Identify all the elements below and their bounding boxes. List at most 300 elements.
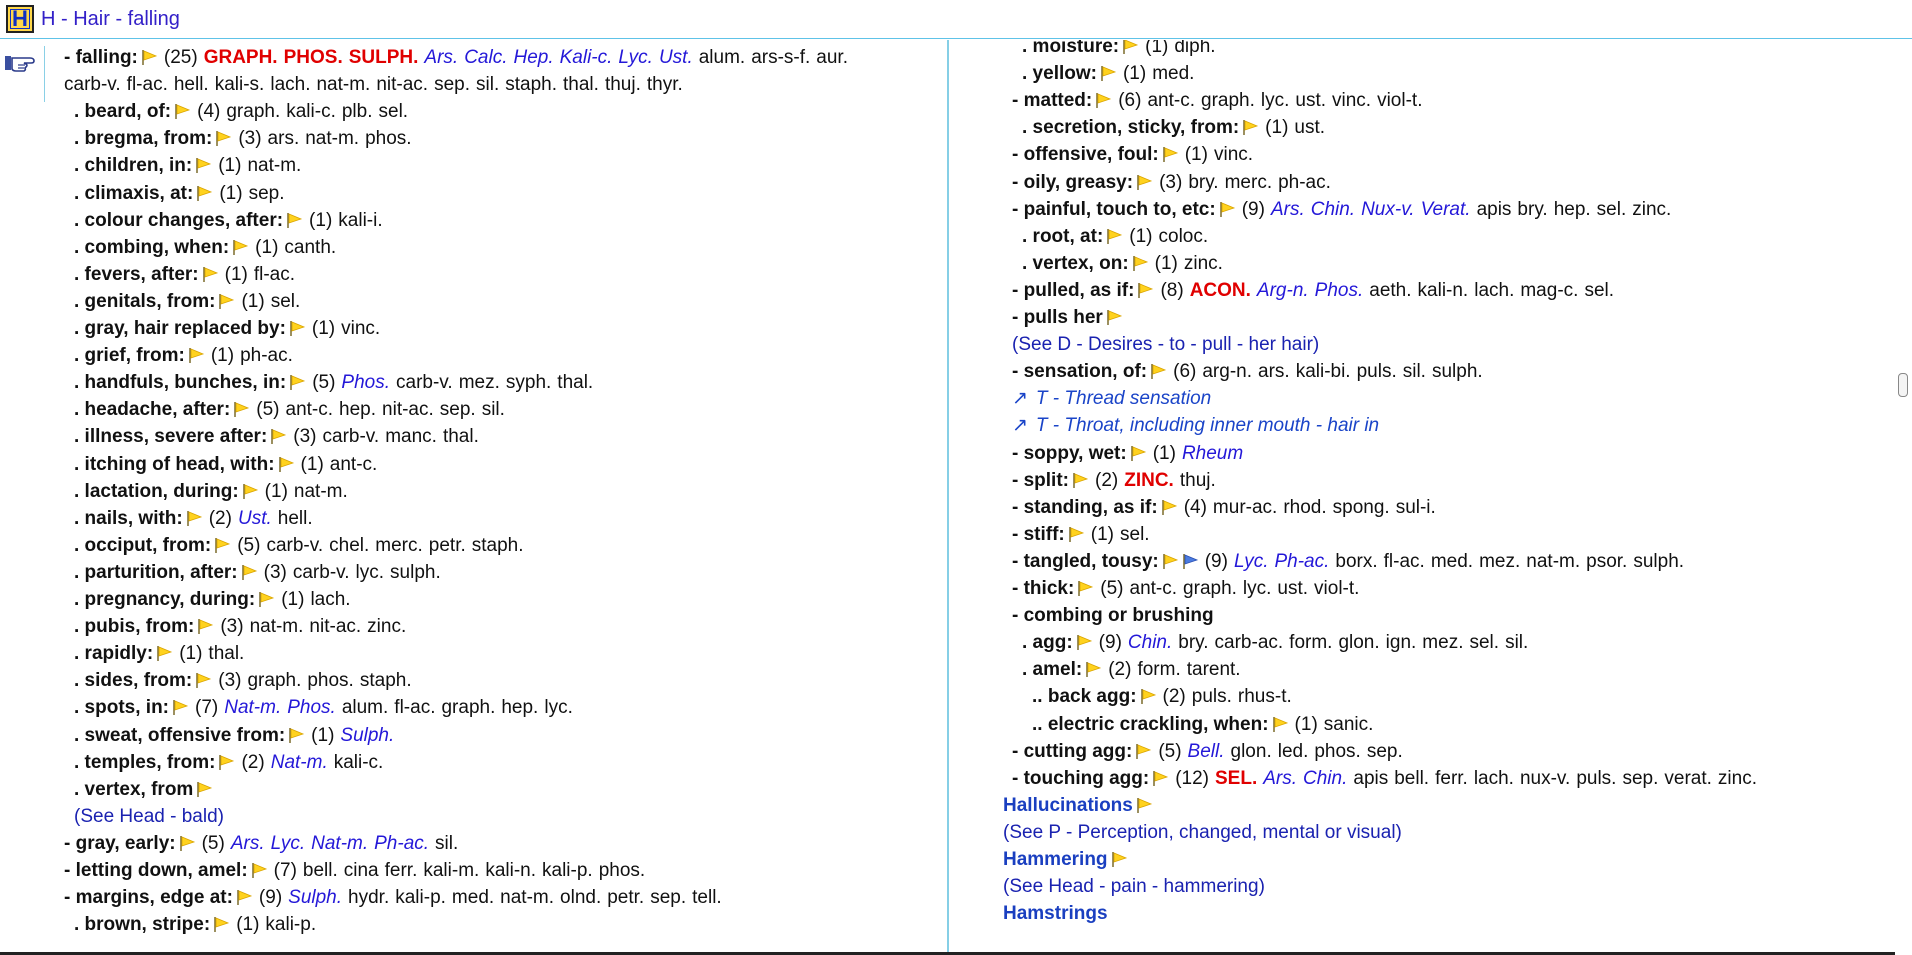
yellow-flag-icon[interactable] xyxy=(1099,64,1117,82)
rubric-label[interactable]: . pubis, from: xyxy=(74,616,195,638)
cross-reference-text[interactable]: (See P - Perception, changed, mental or visual) xyxy=(1003,821,1402,843)
remedy-abbrev[interactable]: tarent. xyxy=(1186,659,1241,681)
remedy-abbrev[interactable]: graph. xyxy=(441,697,496,719)
rubric-line[interactable] xyxy=(74,613,406,640)
yellow-flag-icon[interactable] xyxy=(231,238,249,256)
left-repertory-pane[interactable] xyxy=(0,40,947,955)
remedy-abbrev[interactable]: Ars. xyxy=(1263,767,1298,789)
rubric-line[interactable] xyxy=(64,857,645,884)
remedy-abbrev[interactable]: sel. xyxy=(1469,632,1500,654)
rubric-line[interactable] xyxy=(1022,629,1528,656)
rubric-label[interactable]: . agg: xyxy=(1022,632,1073,654)
heading-label[interactable]: Hallucinations xyxy=(1003,794,1133,816)
remedy-abbrev[interactable]: hell. xyxy=(277,507,313,529)
yellow-flag-icon[interactable] xyxy=(1071,471,1089,489)
remedy-abbrev[interactable]: sel. xyxy=(1596,198,1627,220)
remedy-abbrev[interactable]: mez. xyxy=(1479,550,1521,572)
yellow-flag-icon[interactable] xyxy=(178,834,196,852)
remedy-abbrev[interactable]: kali-p. xyxy=(542,860,593,881)
rubric-label[interactable]: . bregma, from: xyxy=(74,128,213,150)
rubric-line[interactable] xyxy=(74,911,316,938)
remedy-abbrev[interactable]: ph-ac. xyxy=(240,345,293,367)
remedy-abbrev[interactable]: glon. xyxy=(1338,632,1380,654)
yellow-flag-icon[interactable] xyxy=(285,211,303,229)
remedy-abbrev[interactable]: thal. xyxy=(208,643,245,665)
remedy-abbrev[interactable]: aeth. xyxy=(1369,279,1412,301)
yellow-flag-icon[interactable] xyxy=(250,861,268,879)
rubric-label[interactable]: . colour changes, after: xyxy=(74,209,284,231)
rubric-label[interactable]: . occiput, from: xyxy=(74,534,212,556)
yellow-flag-icon[interactable] xyxy=(241,482,259,500)
remedy-abbrev[interactable]: alum. xyxy=(341,697,389,719)
yellow-flag-icon[interactable] xyxy=(1076,579,1094,597)
rubric-line[interactable] xyxy=(74,423,479,450)
rubric-line[interactable] xyxy=(1012,304,1123,331)
remedy-abbrev[interactable]: GRAPH. xyxy=(203,47,278,68)
yellow-flag-icon[interactable] xyxy=(1160,498,1178,516)
remedy-abbrev[interactable]: PHOS. xyxy=(283,47,343,68)
remedy-abbrev[interactable]: hep. xyxy=(339,399,377,421)
remedy-abbrev[interactable]: ars. xyxy=(1258,361,1290,383)
remedy-abbrev[interactable]: thal. xyxy=(557,372,594,394)
remedy-abbrev[interactable]: Phos. xyxy=(287,697,336,719)
rubric-line[interactable] xyxy=(64,44,848,71)
yellow-flag-icon[interactable] xyxy=(1139,687,1157,705)
rubric-label[interactable]: . parturition, after: xyxy=(74,561,238,583)
remedy-abbrev[interactable]: mez. xyxy=(458,372,500,394)
remedy-abbrev[interactable]: carb-v. xyxy=(292,561,350,583)
remedy-abbrev[interactable]: sil. xyxy=(481,399,505,421)
remedy-abbrev[interactable]: glon. xyxy=(1230,740,1272,762)
rubric-label[interactable]: .. back agg: xyxy=(1032,686,1137,708)
yellow-flag-icon[interactable] xyxy=(196,617,214,635)
rubric-label[interactable]: - touching agg: xyxy=(1012,767,1150,789)
rubric-line[interactable] xyxy=(74,640,244,667)
rubric-line[interactable] xyxy=(74,722,394,749)
yellow-flag-icon[interactable] xyxy=(217,292,235,310)
remedy-abbrev[interactable]: nat-m. xyxy=(500,887,555,909)
remedy-abbrev[interactable]: Ust. xyxy=(237,507,272,529)
remedy-abbrev[interactable]: puls. xyxy=(1576,767,1617,789)
yellow-flag-icon[interactable] xyxy=(269,427,287,445)
rubric-heading[interactable] xyxy=(1003,900,1108,927)
yellow-flag-icon[interactable] xyxy=(1161,552,1179,570)
cross-reference-text[interactable]: (See Head - pain - hammering) xyxy=(1003,876,1265,898)
remedy-abbrev[interactable]: zinc. xyxy=(1632,198,1672,220)
remedy-abbrev[interactable]: ust. xyxy=(1295,90,1326,112)
remedy-abbrev[interactable]: ferr. xyxy=(384,860,418,881)
rubric-line[interactable] xyxy=(74,234,336,261)
yellow-flag-icon[interactable] xyxy=(1129,444,1147,462)
yellow-flag-icon[interactable] xyxy=(217,753,235,771)
rubric-line[interactable] xyxy=(1012,494,1436,521)
rubric-label[interactable]: - painful, touch to, etc: xyxy=(1012,198,1216,220)
remedy-abbrev[interactable]: hydr. xyxy=(348,887,390,909)
remedy-abbrev[interactable]: sel. xyxy=(378,101,409,123)
remedy-abbrev[interactable]: med. xyxy=(1152,63,1195,85)
rubric-label[interactable]: . nails, with: xyxy=(74,507,183,529)
rubric-label[interactable]: . secretion, sticky, from: xyxy=(1022,117,1240,139)
remedy-abbrev[interactable]: nat-m. xyxy=(316,74,371,96)
remedy-abbrev[interactable]: Chin. xyxy=(1310,198,1356,220)
yellow-flag-icon[interactable] xyxy=(1084,660,1102,678)
remedy-abbrev[interactable]: Nat-m. xyxy=(224,697,282,719)
related-rubric-link[interactable] xyxy=(1012,412,1379,439)
remedy-abbrev[interactable]: hep. xyxy=(501,697,539,719)
remedy-abbrev[interactable]: kali-bi. xyxy=(1295,361,1351,383)
remedy-abbrev[interactable]: ACON. xyxy=(1189,279,1251,301)
rubric-label[interactable]: . beard, of: xyxy=(74,101,172,123)
remedy-abbrev[interactable]: graph. xyxy=(226,101,281,123)
rubric-line[interactable] xyxy=(1032,711,1373,738)
remedy-abbrev[interactable]: form. xyxy=(1137,659,1181,681)
rubric-heading[interactable] xyxy=(1003,846,1128,873)
remedy-abbrev[interactable]: hell. xyxy=(173,74,209,96)
rubric-label[interactable]: . brown, stripe: xyxy=(74,914,211,936)
remedy-abbrev[interactable]: diph. xyxy=(1174,40,1216,57)
rubric-line[interactable] xyxy=(1012,277,1614,304)
rubric-label[interactable]: - pulled, as if: xyxy=(1012,279,1135,301)
yellow-flag-icon[interactable] xyxy=(1161,145,1179,163)
rubric-line[interactable] xyxy=(1012,575,1359,602)
heading-label[interactable]: Hammering xyxy=(1003,849,1108,870)
remedy-abbrev[interactable]: sul-i. xyxy=(1395,496,1436,518)
rubric-line[interactable] xyxy=(1032,683,1292,710)
yellow-flag-icon[interactable] xyxy=(1121,40,1139,55)
remedy-abbrev[interactable]: bell. xyxy=(302,860,338,881)
remedy-abbrev[interactable]: viol-t. xyxy=(1377,90,1423,112)
right-repertory-pane[interactable] xyxy=(949,40,1895,955)
remedy-abbrev[interactable]: hep. xyxy=(1553,198,1591,220)
rubric-label[interactable]: . climaxis, at: xyxy=(74,182,194,204)
remedy-abbrev[interactable]: kali-i. xyxy=(338,209,383,231)
rubric-line[interactable] xyxy=(1022,250,1223,277)
yellow-flag-icon[interactable] xyxy=(195,780,213,798)
remedy-abbrev[interactable]: carb-v. xyxy=(64,74,121,96)
rubric-label[interactable]: - cutting agg: xyxy=(1012,740,1133,762)
remedy-abbrev[interactable]: ant-c. xyxy=(285,399,334,421)
rubric-label[interactable]: - soppy, wet: xyxy=(1012,442,1127,464)
rubric-line[interactable] xyxy=(1022,656,1241,683)
rubric-line[interactable] xyxy=(74,776,213,803)
yellow-flag-icon[interactable] xyxy=(240,563,258,581)
yellow-flag-icon[interactable] xyxy=(1134,742,1152,760)
yellow-flag-icon[interactable] xyxy=(277,455,295,473)
rubric-label[interactable]: - margins, edge at: xyxy=(64,887,233,909)
cross-reference-text[interactable]: (See Head - bald) xyxy=(74,805,224,827)
yellow-flag-icon[interactable] xyxy=(1136,281,1154,299)
remedy-abbrev[interactable]: mez. xyxy=(1422,632,1464,654)
remedy-abbrev[interactable]: ant-c. xyxy=(329,453,378,475)
remedy-abbrev[interactable]: puls. xyxy=(1356,361,1397,383)
remedy-abbrev[interactable]: SULPH. xyxy=(348,47,419,68)
rubric-label[interactable]: - tangled, tousy: xyxy=(1012,550,1159,572)
remedy-abbrev[interactable]: Calc. xyxy=(464,47,508,68)
rubric-line[interactable] xyxy=(74,288,300,315)
remedy-abbrev[interactable]: Phos. xyxy=(1314,279,1364,301)
remedy-abbrev[interactable]: lyc. xyxy=(1260,90,1290,112)
yellow-flag-icon[interactable] xyxy=(1149,362,1167,380)
remedy-abbrev[interactable]: kali-s. xyxy=(214,74,265,96)
yellow-flag-icon[interactable] xyxy=(173,102,191,120)
rubric-label[interactable]: . itching of head, with: xyxy=(74,453,275,475)
remedy-abbrev[interactable]: graph. xyxy=(1201,90,1255,112)
yellow-flag-icon[interactable] xyxy=(1151,769,1169,787)
remedy-abbrev[interactable]: lach. xyxy=(1473,767,1514,789)
rubric-label[interactable]: - standing, as if: xyxy=(1012,496,1158,518)
remedy-abbrev[interactable]: Ars. xyxy=(1270,198,1305,220)
remedy-abbrev[interactable]: nux-v. xyxy=(1519,767,1571,789)
remedy-abbrev[interactable]: fl-ac. xyxy=(1383,550,1425,572)
rubric-line[interactable] xyxy=(1012,467,1216,494)
remedy-abbrev[interactable]: ant-c. xyxy=(1129,578,1178,599)
remedy-abbrev[interactable]: vinc. xyxy=(341,318,381,339)
remedy-abbrev[interactable]: Sulph. xyxy=(288,887,343,909)
rubric-label[interactable]: . gray, hair replaced by: xyxy=(74,318,286,339)
rubric-heading[interactable] xyxy=(1003,792,1153,819)
remedy-abbrev[interactable]: kali-n. xyxy=(485,860,536,881)
yellow-flag-icon[interactable] xyxy=(201,265,219,283)
remedy-abbrev[interactable]: mag-c. xyxy=(1520,279,1579,301)
remedy-abbrev[interactable]: nit-ac. xyxy=(382,399,434,421)
rubric-line[interactable] xyxy=(1022,60,1194,87)
remedy-abbrev[interactable]: Lyc. xyxy=(1233,550,1269,572)
rubric-label[interactable]: - combing or brushing xyxy=(1012,605,1214,627)
rubric-line[interactable] xyxy=(1012,548,1684,575)
northeast-arrow-icon[interactable]: ↗ xyxy=(1012,415,1028,437)
rubric-label[interactable]: - sensation, of: xyxy=(1012,361,1148,383)
remedy-abbrev[interactable]: Ars. xyxy=(424,47,459,68)
remedy-abbrev[interactable]: ust. xyxy=(1294,117,1326,139)
remedy-abbrev[interactable]: thal. xyxy=(563,74,599,96)
remedy-abbrev[interactable]: zinc. xyxy=(1183,252,1223,274)
yellow-flag-icon[interactable] xyxy=(287,726,305,744)
remedy-abbrev[interactable]: fl-ac. xyxy=(253,263,296,285)
remedy-abbrev[interactable]: ars. xyxy=(267,128,300,150)
remedy-abbrev[interactable]: sep. xyxy=(1622,767,1659,789)
remedy-abbrev[interactable]: psor. xyxy=(1586,550,1628,572)
remedy-abbrev[interactable]: staph. xyxy=(505,74,558,96)
remedy-abbrev[interactable]: nat-m. xyxy=(1526,550,1581,572)
yellow-flag-icon[interactable] xyxy=(185,509,203,527)
yellow-flag-icon[interactable] xyxy=(235,888,253,906)
remedy-abbrev[interactable]: phos. xyxy=(365,128,412,150)
remedy-abbrev[interactable]: carb-v. xyxy=(396,372,453,394)
remedy-abbrev[interactable]: Nux-v. xyxy=(1361,198,1415,220)
remedy-abbrev[interactable]: Lyc. xyxy=(618,47,653,68)
yellow-flag-icon[interactable] xyxy=(257,590,275,608)
remedy-abbrev[interactable]: ph-ac. xyxy=(1278,171,1331,193)
remedy-abbrev[interactable]: phos. xyxy=(598,860,646,881)
rubric-label[interactable]: . grief, from: xyxy=(74,345,185,367)
rubric-line[interactable] xyxy=(1022,114,1325,141)
remedy-abbrev[interactable]: alum. xyxy=(698,47,746,68)
rubric-line[interactable] xyxy=(74,505,313,532)
rubric-label[interactable]: . genitals, from: xyxy=(74,290,216,312)
remedy-abbrev[interactable]: phos. xyxy=(1314,740,1361,762)
remedy-abbrev[interactable]: rhus-t. xyxy=(1237,686,1292,708)
rubric-label[interactable]: .. electric crackling, when: xyxy=(1032,713,1269,735)
remedy-abbrev[interactable]: viol-t. xyxy=(1314,578,1360,599)
yellow-flag-icon[interactable] xyxy=(212,915,230,933)
rubric-label[interactable]: - offensive, foul: xyxy=(1012,144,1159,166)
remedy-abbrev[interactable]: arg-n. xyxy=(1202,361,1252,383)
rubric-line[interactable] xyxy=(1012,521,1150,548)
rubric-line[interactable] xyxy=(74,396,505,423)
remedy-abbrev[interactable]: sep. xyxy=(434,74,471,96)
rubric-label[interactable]: . moisture: xyxy=(1022,40,1120,57)
remedy-abbrev[interactable]: med. xyxy=(1430,550,1474,572)
remedy-abbrev[interactable]: sel. xyxy=(1584,279,1615,301)
yellow-flag-icon[interactable] xyxy=(214,129,232,147)
remedy-abbrev[interactable]: med. xyxy=(451,887,495,909)
rubric-line[interactable] xyxy=(74,694,573,721)
remedy-abbrev[interactable]: sep. xyxy=(1366,740,1403,762)
rubric-label[interactable]: . yellow: xyxy=(1022,63,1097,85)
remedy-abbrev[interactable]: fl-ac. xyxy=(394,697,436,719)
yellow-flag-icon[interactable] xyxy=(288,319,306,337)
remedy-abbrev[interactable]: graph. xyxy=(1183,578,1237,599)
rubric-line[interactable] xyxy=(1012,169,1331,196)
remedy-abbrev[interactable]: merc. xyxy=(1224,171,1273,193)
rubric-label[interactable]: . spots, in: xyxy=(74,697,169,719)
rubric-line[interactable] xyxy=(1012,87,1422,114)
rubric-line[interactable] xyxy=(74,125,412,152)
cross-reference-text[interactable]: (See D - Desires - to - pull - her hair) xyxy=(1012,334,1320,356)
yellow-flag-icon[interactable] xyxy=(171,698,189,716)
remedy-abbrev[interactable]: apis xyxy=(1353,767,1389,789)
rubric-label[interactable]: . children, in: xyxy=(74,155,193,177)
remedy-abbrev[interactable]: vinc. xyxy=(1213,144,1254,166)
rubric-label[interactable]: - pulls her xyxy=(1012,307,1103,328)
remedy-abbrev[interactable]: staph. xyxy=(471,534,524,556)
remedy-abbrev[interactable]: sil. xyxy=(1505,632,1529,654)
remedy-abbrev[interactable]: kali-p. xyxy=(265,914,317,936)
rubric-label[interactable]: . lactation, during: xyxy=(74,480,239,502)
rubric-label[interactable]: - split: xyxy=(1012,469,1069,491)
remedy-abbrev[interactable]: nat-m. xyxy=(293,480,348,502)
rubric-label[interactable]: . handfuls, bunches, in: xyxy=(74,372,287,394)
rubric-line[interactable] xyxy=(64,884,722,911)
rubric-label[interactable]: . pregnancy, during: xyxy=(74,589,256,610)
remedy-abbrev[interactable]: zinc. xyxy=(367,616,407,638)
remedy-abbrev[interactable]: form. xyxy=(1289,632,1333,654)
remedy-abbrev[interactable]: nit-ac. xyxy=(309,616,362,638)
remedy-abbrev[interactable]: sil. xyxy=(435,832,459,854)
rubric-label[interactable]: - matted: xyxy=(1012,90,1093,112)
rubric-line[interactable] xyxy=(74,586,351,613)
remedy-abbrev[interactable]: carb-ac. xyxy=(1214,632,1284,654)
remedy-abbrev[interactable]: vinc. xyxy=(1332,90,1372,112)
rubric-line[interactable] xyxy=(74,315,380,342)
remedy-abbrev[interactable]: cina xyxy=(343,860,379,881)
remedy-abbrev[interactable]: bell. xyxy=(1394,767,1430,789)
rubric-line[interactable] xyxy=(74,369,593,396)
rubric-label[interactable]: - gray, early: xyxy=(64,832,176,854)
rubric-label[interactable]: . sides, from: xyxy=(74,670,193,692)
heading-label[interactable]: Hamstrings xyxy=(1003,903,1108,925)
remedy-abbrev[interactable]: sep. xyxy=(248,182,285,204)
rubric-line[interactable] xyxy=(74,478,348,505)
rubric-line[interactable] xyxy=(1022,223,1208,250)
yellow-flag-icon[interactable] xyxy=(1067,525,1085,543)
rubric-line[interactable] xyxy=(74,152,301,179)
yellow-flag-icon[interactable] xyxy=(1135,796,1153,814)
remedy-abbrev[interactable]: ign. xyxy=(1385,632,1417,654)
rubric-label[interactable]: . combing, when: xyxy=(74,236,230,258)
rubric-line[interactable] xyxy=(1022,40,1216,60)
blue-flag-icon[interactable] xyxy=(1181,552,1199,570)
remedy-abbrev[interactable]: Nat-m. xyxy=(270,751,328,773)
yellow-flag-icon[interactable] xyxy=(1105,308,1123,326)
rubric-line[interactable] xyxy=(74,667,412,694)
remedy-abbrev[interactable]: bry. xyxy=(1178,632,1209,654)
rubric-line[interactable] xyxy=(74,532,524,559)
rubric-line[interactable] xyxy=(1012,602,1214,629)
rubric-line[interactable] xyxy=(1012,440,1243,467)
remedy-abbrev[interactable]: sel. xyxy=(270,290,301,312)
rubric-label[interactable]: . illness, severe after: xyxy=(74,426,268,448)
remedy-abbrev[interactable]: manc. xyxy=(385,426,437,448)
related-rubric-text[interactable]: T - Throat, including inner mouth - hair in xyxy=(1035,415,1380,437)
remedy-abbrev[interactable]: plb. xyxy=(341,101,373,123)
cross-reference[interactable] xyxy=(1012,331,1319,358)
remedy-abbrev[interactable]: SEL. xyxy=(1215,767,1258,789)
yellow-flag-icon[interactable] xyxy=(194,671,212,689)
rubric-line[interactable] xyxy=(64,830,458,857)
remedy-abbrev[interactable]: tell. xyxy=(692,887,722,909)
remedy-abbrev[interactable]: sulph. xyxy=(1633,550,1685,572)
northeast-arrow-icon[interactable]: ↗ xyxy=(1012,388,1028,410)
remedy-abbrev[interactable]: lyc. xyxy=(544,697,573,719)
yellow-flag-icon[interactable] xyxy=(1105,227,1123,245)
remedy-abbrev[interactable]: Hep. xyxy=(513,47,554,68)
yellow-flag-icon[interactable] xyxy=(1131,254,1149,272)
remedy-abbrev[interactable]: Nat-m. xyxy=(311,832,369,854)
rubric-label[interactable]: - falling: xyxy=(64,47,138,68)
rubric-label[interactable]: . headache, after: xyxy=(74,399,231,421)
rubric-label[interactable]: - oily, greasy: xyxy=(1012,171,1134,193)
remedy-abbrev[interactable]: sanic. xyxy=(1323,713,1374,735)
remedy-abbrev[interactable]: Chin. xyxy=(1127,632,1173,654)
rubric-line[interactable] xyxy=(1012,738,1403,765)
rubric-line[interactable] xyxy=(74,749,383,776)
rubric-label[interactable]: . root, at: xyxy=(1022,225,1104,247)
rubric-line[interactable] xyxy=(1012,358,1483,385)
yellow-flag-icon[interactable] xyxy=(140,48,158,66)
rubric-line[interactable] xyxy=(74,261,295,288)
yellow-flag-icon[interactable] xyxy=(194,156,212,174)
remedy-abbrev[interactable]: ZINC. xyxy=(1124,469,1174,491)
remedy-abbrev[interactable]: olnd. xyxy=(560,887,602,909)
cross-reference[interactable] xyxy=(1003,819,1402,846)
remedy-abbrev[interactable]: Ph-ac. xyxy=(1274,550,1330,572)
rubric-line[interactable] xyxy=(74,559,441,586)
yellow-flag-icon[interactable] xyxy=(1271,715,1289,733)
remedy-abbrev[interactable]: verat. xyxy=(1664,767,1712,789)
remedy-abbrev[interactable]: carb-v. xyxy=(322,426,380,448)
remedy-abbrev[interactable]: phos. xyxy=(307,670,354,692)
yellow-flag-icon[interactable] xyxy=(1075,633,1093,651)
remedy-abbrev[interactable]: Phos. xyxy=(341,372,391,394)
rubric-label[interactable]: - letting down, amel: xyxy=(64,860,248,881)
remedy-abbrev[interactable]: kali-c. xyxy=(333,751,384,773)
rubric-line[interactable] xyxy=(1012,196,1671,223)
rubric-line[interactable] xyxy=(64,71,683,98)
remedy-abbrev[interactable]: Ust. xyxy=(658,47,693,68)
remedy-abbrev[interactable]: sel. xyxy=(1120,523,1150,545)
yellow-flag-icon[interactable] xyxy=(1218,200,1236,218)
